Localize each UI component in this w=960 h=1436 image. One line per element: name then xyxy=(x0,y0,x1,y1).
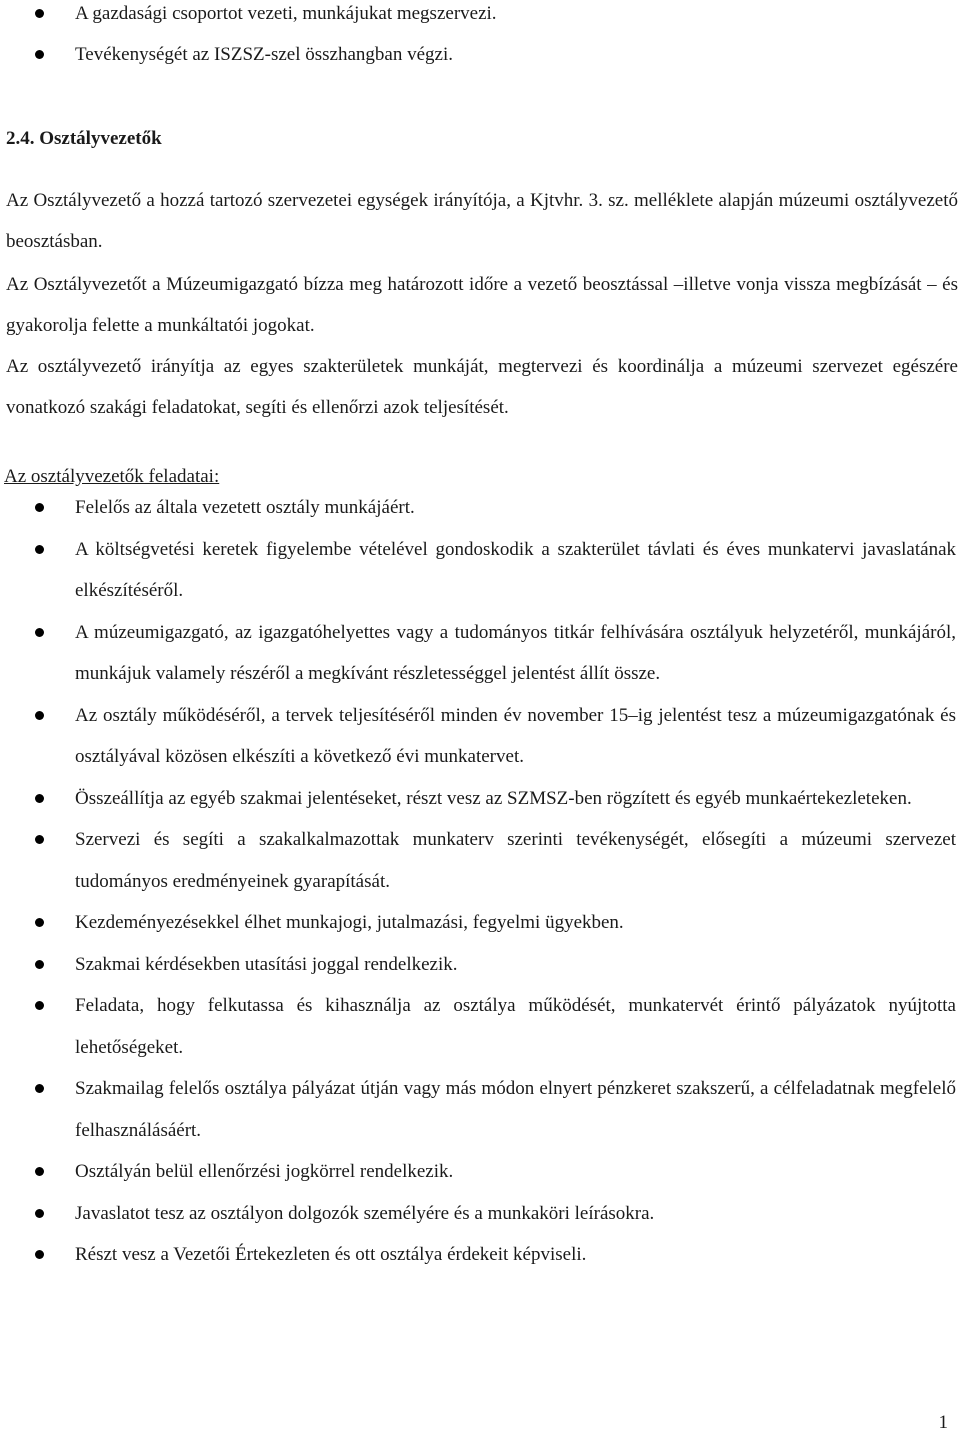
list-item-text: Javaslatot tesz az osztályon dolgozók személyére és a munkaköri leírásokra. xyxy=(75,1202,655,1224)
list-item-text: A költségvetési keretek figyelembe vételével gondoskodik a szakterület távlati és éves munkatervi javaslatának elkészítéséről. xyxy=(75,538,956,601)
page-number: 1 xyxy=(938,1412,948,1433)
bullet-icon xyxy=(35,9,44,18)
list-item xyxy=(0,529,960,612)
list-item xyxy=(0,695,960,778)
list-item xyxy=(0,819,960,902)
list-item-text: Osztályán belül ellenőrzési jogkörrel rendelkezik. xyxy=(75,1161,454,1182)
list-item-text: A gazdasági csoportot vezeti, munkájukat megszervezi. xyxy=(75,3,497,24)
list-item xyxy=(0,34,960,75)
bullet-icon xyxy=(35,1250,44,1259)
bullet-icon xyxy=(35,835,44,844)
bullet-icon xyxy=(35,960,44,969)
list-item-text: Részt vesz a Vezetői Értekezleten és ott osztálya érdekeit képviseli. xyxy=(75,1244,587,1265)
list-item-text: A múzeumigazgató, az igazgatóhelyettes vagy a tudományos titkár felhívására osztályuk helyzetéről, munkájáról, munkájuk valamely részéről a megkívánt részletességgel jelentést állít össze. xyxy=(75,621,956,684)
list-item xyxy=(0,0,960,34)
paragraph: Az Osztályvezetőt a Múzeumigazgató bízza meg határozott időre a vezető beosztással –illetve vonja vissza megbízását – és gyakorolja felette a munkáltatói jogokat. xyxy=(6,274,958,336)
list-item xyxy=(0,985,960,1068)
list-item xyxy=(0,612,960,695)
list-item xyxy=(0,1068,960,1151)
list-item xyxy=(0,1151,960,1193)
list-item-text: Összeállítja az egyéb szakmai jelentéseket, részt vesz az SZMSZ-ben rögzített és egyéb munkaértekezleteken. xyxy=(75,787,912,809)
list-item xyxy=(0,778,960,820)
bullet-icon xyxy=(35,711,44,720)
list-item-text: Szervezi és segíti a szakalkalmazottak munkaterv szerinti tevékenységét, elősegíti a múzeumi szervezet tudományos eredményeinek gyarapítását. xyxy=(75,829,956,892)
list-item-text: Tevékenységét az ISZSZ-szel összhangban végzi. xyxy=(75,44,454,65)
list-item xyxy=(0,1193,960,1235)
bullet-icon xyxy=(35,503,44,512)
list-item-text: Feladata, hogy felkutassa és kihasználja az osztálya működését, munkatervét érintő pályázatok nyújtotta lehetőségeket. xyxy=(75,995,956,1058)
top-bullet-list xyxy=(0,0,960,75)
bullet-icon xyxy=(35,1001,44,1010)
section-heading: 2.4. Osztályvezetők xyxy=(6,128,162,149)
bullet-icon xyxy=(35,1209,44,1218)
bullet-icon xyxy=(35,628,44,637)
bullet-icon xyxy=(35,1167,44,1176)
list-item-text: Szakmailag felelős osztálya pályázat útján vagy más módon elnyert pénzkeret szakszerű, a célfeladatnak megfelelő felhasználásáért. xyxy=(75,1078,956,1141)
duties-list xyxy=(0,487,960,1276)
list-item-text: Kezdeményezésekkel élhet munkajogi, jutalmazási, fegyelmi ügyekben. xyxy=(75,912,624,933)
list-item xyxy=(0,1234,960,1276)
list-item-text: Az osztály működéséről, a tervek teljesítéséről minden év november 15–ig jelentést tesz a múzeumigazgatónak és osztályával közösen elkészíti a következő évi munkatervet. xyxy=(75,704,956,767)
list-item xyxy=(0,487,960,529)
bullet-icon xyxy=(35,794,44,803)
bullet-icon xyxy=(35,1084,44,1093)
paragraph: Az osztályvezető irányítja az egyes szakterületek munkáját, megtervezi és koordinálja a múzeumi szervezet egészére vonatkozó szakági feladatokat, segíti és ellenőrzi azok teljesítését. xyxy=(6,356,958,418)
bullet-icon xyxy=(35,50,44,59)
list-item xyxy=(0,944,960,986)
list-item-text: Szakmai kérdésekben utasítási joggal rendelkezik. xyxy=(75,953,458,975)
bullet-icon xyxy=(35,918,44,927)
paragraph: Az Osztályvezető a hozzá tartozó szervezetei egységek irányítója, a Kjtvhr. 3. sz. melléklete alapján múzeumi osztályvezető beosztásban. xyxy=(6,190,958,252)
bullet-icon xyxy=(35,545,44,554)
list-item-text: Felelős az általa vezetett osztály munkájáért. xyxy=(75,497,415,518)
duties-heading: Az osztályvezetők feladatai: xyxy=(4,466,220,487)
list-item xyxy=(0,902,960,944)
